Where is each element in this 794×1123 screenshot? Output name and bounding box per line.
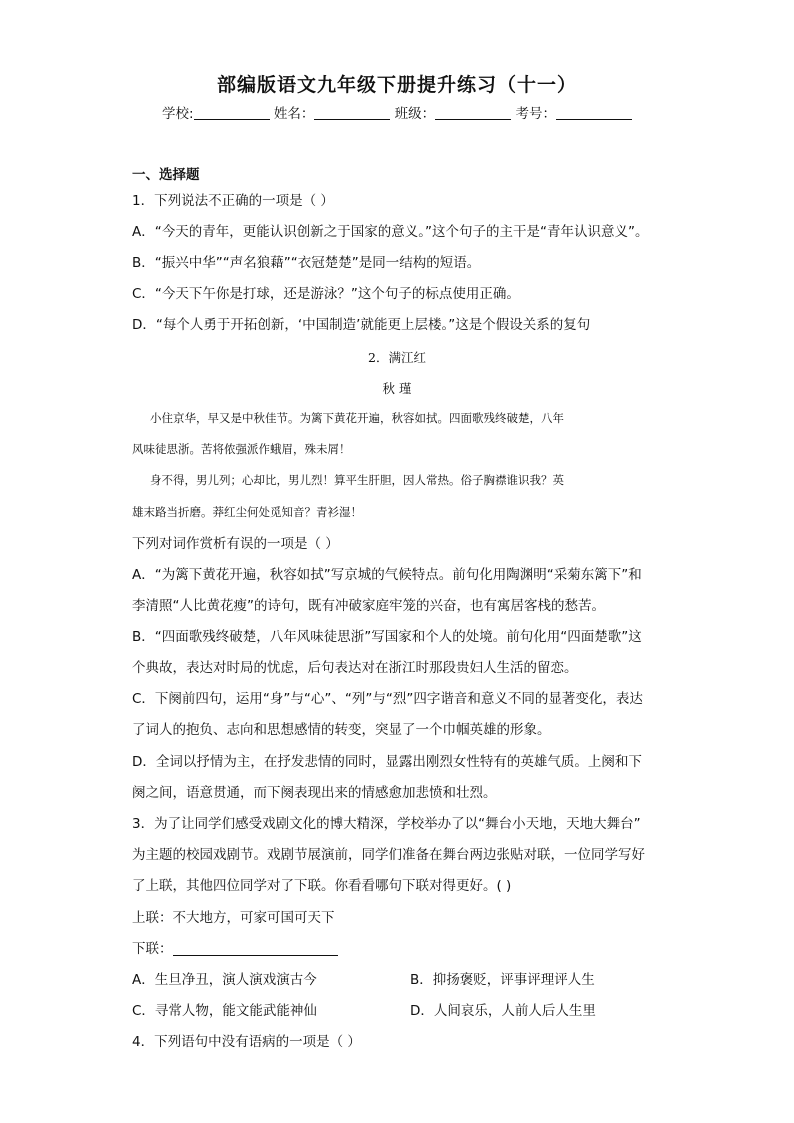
q2-option-b-line1: B．“四面歌残终破楚，八年风味徒思浙”写国家和个人的处境。前句化用“四面楚歌”这 xyxy=(132,629,642,645)
q4-stem: 4．下列语句中没有语病的一项是（ ） xyxy=(132,1034,361,1050)
q3-stem-line1: 3．为了让同学们感受戏剧文化的博大精深，学校举办了以“舞台小天地，天地大舞台” xyxy=(132,816,641,832)
poem-title: 2．满江红 xyxy=(368,350,426,365)
school-label: 学校: xyxy=(162,106,194,122)
q3-stem-line3: 了上联，其他四位同学对了下联。你看看哪句下联对得更好。( ) xyxy=(132,878,512,894)
exam-number-blank[interactable] xyxy=(556,106,632,120)
q3-option-a: A．生旦净丑，演人演戏演古今 xyxy=(132,972,317,988)
class-blank[interactable] xyxy=(435,106,511,120)
q1-option-c: C．“今天下午你是打球，还是游泳？”这个句子的标点使用正确。 xyxy=(132,286,520,302)
q2-option-c-line1: C．下阕前四句，运用“身”与“心”、“列”与“烈”四字谐音和意义不同的显著变化，表达 xyxy=(132,691,643,707)
q3-option-c: C．寻常人物，能文能武能神仙 xyxy=(132,1003,317,1019)
lower-couplet-blank[interactable] xyxy=(173,942,338,956)
q2-option-a-line2: 李清照“人比黄花瘦”的诗句，既有冲破家庭牢笼的兴奋，也有寓居客栈的愁苦。 xyxy=(132,598,605,614)
q1-option-b: B．“振兴中华”“声名狼藉”“衣冠楚楚”是同一结构的短语。 xyxy=(132,255,481,271)
lower-couplet-label: 下联： xyxy=(132,941,173,957)
q3-option-b: B．抑扬褒贬，评事评理评人生 xyxy=(410,972,595,988)
poem-line-4: 雄末路当折磨。莽红尘何处觅知音？青衫湿！ xyxy=(132,505,362,519)
q2-option-b-line2: 个典故，表达对时局的忧虑，后句表达对在浙江时那段贵妇人生活的留恋。 xyxy=(132,660,578,676)
q2-option-c-line2: 了词人的抱负、志向和思想感情的转变，突显了一个巾帼英雄的形象。 xyxy=(132,722,551,738)
q2-option-d-line2: 阕之间，语意贯通，而下阕表现出来的情感愈加悲愤和壮烈。 xyxy=(132,785,497,801)
exam-number-label: 考号： xyxy=(515,106,556,122)
q2-option-d-line1: D．全词以抒情为主，在抒发悲情的同时，显露出刚烈女性特有的英雄气质。上阕和下 xyxy=(132,754,642,770)
q1-option-a: A．“今天的青年，更能认识创新之于国家的意义。”这个句子的主干是“青年认识意义”。 xyxy=(132,224,649,240)
page-title: 部编版语文九年级下册提升练习（十一） xyxy=(216,74,577,96)
class-label: 班级： xyxy=(394,106,436,122)
school-blank[interactable] xyxy=(194,106,270,120)
poem-line-2: 风味徒思浙。苦将侬强派作蛾眉，殊未屑！ xyxy=(132,442,351,456)
name-label: 姓名： xyxy=(273,106,315,122)
q3-stem-line2: 为主题的校园戏剧节。戏剧节展演前，同学们准备在舞台两边张贴对联，一位同学写好 xyxy=(132,847,645,863)
q3-lower-couplet xyxy=(132,939,338,959)
q1-stem: 1．下列说法不正确的一项是（ ） xyxy=(132,193,334,209)
name-blank[interactable] xyxy=(314,106,390,120)
poem-line-3: 身不得，男儿列；心却比，男儿烈！算平生肝胆，因人常热。俗子胸襟谁识我？英 xyxy=(150,473,564,487)
q2-stem: 下列对词作赏析有误的一项是（ ） xyxy=(132,536,339,552)
section-heading: 一、选择题 xyxy=(132,167,200,183)
q1-option-d: D．“每个人勇于开拓创新，‘中国制造’就能更上层楼。”这是个假设关系的复句 xyxy=(132,317,591,333)
q3-option-d: D．人间哀乐，人前人后人生里 xyxy=(410,1003,596,1019)
q2-option-a-line1: A．“为篱下黄花开遍，秋容如拭”写京城的气候特点。前句化用陶渊明“采菊东篱下”和 xyxy=(132,567,642,583)
q3-upper-couplet: 上联：不大地方，可家可国可天下 xyxy=(132,910,335,926)
poem-author: 秋 瑾 xyxy=(382,381,412,396)
student-info-row xyxy=(0,102,794,122)
poem-line-1: 小住京华，早又是中秋佳节。为篱下黄花开遍，秋容如拭。四面歌残终破楚，八年 xyxy=(150,411,564,425)
